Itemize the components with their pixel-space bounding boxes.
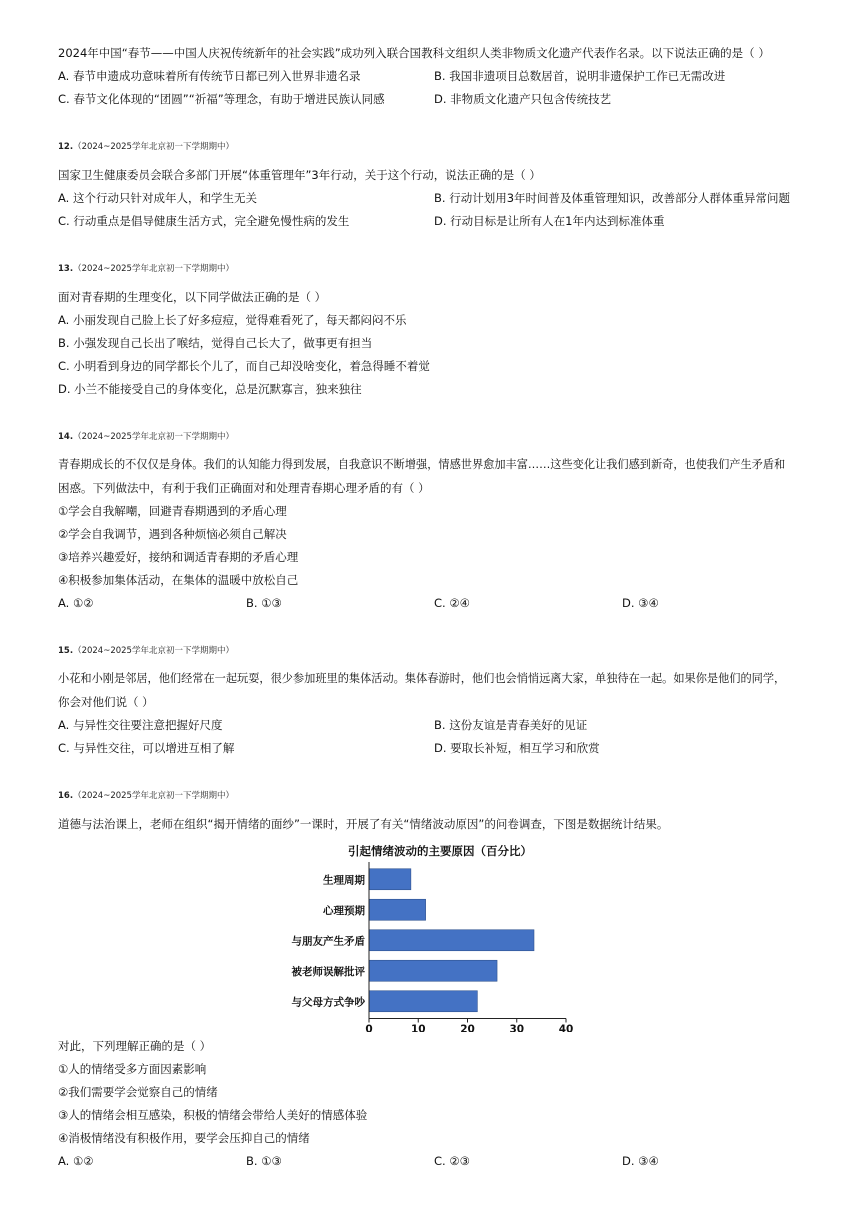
q13-option-a[interactable]: A. 小丽发现自己脸上长了好多痘痘，觉得难看死了，每天都闷闷不乐	[58, 313, 407, 327]
bar-4	[369, 960, 497, 981]
q16-header	[58, 790, 234, 802]
q11-option-d[interactable]: D. 非物质文化遗产只包含传统技艺	[434, 92, 612, 106]
q14-option-c[interactable]: C. ②④	[434, 596, 470, 610]
q16-option-a[interactable]: A. ①②	[58, 1154, 94, 1168]
category-label-1: 生理周期	[323, 874, 365, 887]
q14-option-b[interactable]: B. ①③	[246, 596, 282, 610]
q16-statement-2: ②我们需要学会觉察自己的情绪	[58, 1085, 218, 1099]
x-tick-label-30: 30	[509, 1023, 525, 1032]
x-tick-label-20: 20	[460, 1023, 475, 1032]
chart-title: 引起情绪波动的主要原因（百分比）	[348, 844, 532, 858]
q14-statement-3: ③培养兴趣爱好，接纳和调适青春期的矛盾心理	[58, 550, 299, 564]
q13-number: 13.	[58, 264, 74, 274]
q12-header	[58, 141, 234, 153]
q14-number: 14.	[58, 432, 74, 442]
q11-option-c[interactable]: C. 春节文化体现的“团圆”“祈福”等理念，有助于增进民族认同感	[58, 92, 385, 106]
x-tick-label-10: 10	[410, 1023, 426, 1032]
q13-header	[58, 263, 234, 275]
q15-option-c[interactable]: C. 与异性交往，可以增进互相了解	[58, 741, 235, 755]
q15-stem-line1: 小花和小刚是邻居，他们经常在一起玩耍，很少参加班里的集体活动。集体春游时，他们也会悄悄远离大家，单独待在一起。如果你是他们的同学，	[58, 672, 786, 685]
q16-stem: 道德与法治课上，老师在组织“揭开情绪的面纱”一课时，开展了有关“情绪波动原因”的问卷调查，下图是数据统计结果。	[58, 817, 669, 831]
q12-number: 12.	[58, 142, 74, 152]
category-label-4: 被老师误解批评	[291, 965, 365, 978]
q13-option-d[interactable]: D. 小兰不能接受自己的身体变化，总是沉默寡言，独来独往	[58, 382, 362, 396]
q16-statement-4: ④消极情绪没有积极作用，要学会压抑自己的情绪	[58, 1131, 310, 1145]
bar-1	[369, 869, 411, 890]
bar-3	[369, 930, 534, 951]
q14-source: （2024~2025学年北京初一下学期期中）	[73, 432, 234, 442]
q16-statement-1: ①人的情绪受多方面因素影响	[58, 1062, 207, 1076]
q14-statement-4: ④积极参加集体活动，在集体的温暖中放松自己	[58, 573, 299, 587]
q14-option-a[interactable]: A. ①②	[58, 596, 94, 610]
category-label-5: 与父母方式争吵	[291, 996, 365, 1009]
q16-option-d[interactable]: D. ③④	[622, 1154, 659, 1168]
q15-source: （2024~2025学年北京初一下学期期中）	[73, 646, 234, 656]
q14-header	[58, 431, 234, 443]
bar-5	[369, 991, 477, 1012]
q13-option-b[interactable]: B. 小强发现自己长出了喉结，觉得自己长大了，做事更有担当	[58, 336, 373, 350]
emotion-cause-bar-chart	[270, 842, 590, 1032]
q12-source: （2024~2025学年北京初一下学期期中）	[73, 142, 234, 152]
q11-option-a[interactable]: A. 春节申遗成功意味着所有传统节日都已列入世界非遗名录	[58, 69, 361, 83]
bar-2	[369, 899, 426, 920]
x-tick-label-40: 40	[558, 1023, 574, 1032]
q13-source: （2024~2025学年北京初一下学期期中）	[73, 264, 234, 274]
q14-stem-line2: 困惑。下列做法中，有利于我们正确面对和处理青春期心理矛盾的有（ ）	[58, 481, 430, 495]
q14-statement-2: ②学会自我调节，遇到各种烦恼必须自己解决	[58, 527, 287, 541]
q13-stem: 面对青春期的生理变化，以下同学做法正确的是（ ）	[58, 290, 327, 304]
q13-option-c[interactable]: C. 小明看到身边的同学都长个儿了，而自己却没啥变化，着急得睡不着觉	[58, 359, 430, 373]
q16-option-b[interactable]: B. ①③	[246, 1154, 282, 1168]
q15-number: 15.	[58, 646, 74, 656]
q16-option-c[interactable]: C. ②③	[434, 1154, 470, 1168]
x-tick-label-0: 0	[365, 1023, 373, 1032]
q11-option-b[interactable]: B. 我国非遗项目总数居首，说明非遗保护工作已无需改进	[434, 69, 726, 83]
q15-stem-line2: 你会对他们说（ ）	[58, 695, 154, 709]
q12-option-b[interactable]: B. 行动计划用3年时间普及体重管理知识，改善部分人群体重异常问题	[434, 191, 791, 205]
q15-option-b[interactable]: B. 这份友谊是青春美好的见证	[434, 718, 588, 732]
q12-option-a[interactable]: A. 这个行动只针对成年人，和学生无关	[58, 191, 257, 205]
q15-option-a[interactable]: A. 与异性交往要注意把握好尺度	[58, 718, 223, 732]
q12-option-c[interactable]: C. 行动重点是倡导健康生活方式，完全避免慢性病的发生	[58, 214, 350, 228]
q14-option-d[interactable]: D. ③④	[622, 596, 659, 610]
q14-stem-line1: 青春期成长的不仅仅是身体。我们的认知能力得到发展，自我意识不断增强，情感世界愈加丰富……这些变化让我们感到新奇，也使我们产生矛盾和	[58, 458, 786, 471]
q15-header	[58, 645, 234, 657]
category-label-2: 心理预期	[323, 904, 365, 917]
q15-option-d[interactable]: D. 要取长补短，相互学习和欣赏	[434, 741, 600, 755]
q16-after-chart: 对此，下列理解正确的是（ ）	[58, 1039, 212, 1053]
category-label-3: 与朋友产生矛盾	[291, 935, 365, 948]
q12-stem: 国家卫生健康委员会联合多部门开展“体重管理年”3年行动，关于这个行动，说法正确的是（ ）	[58, 168, 541, 182]
q16-statement-3: ③人的情绪会相互感染，积极的情绪会带给人美好的情感体验	[58, 1108, 368, 1122]
q12-option-d[interactable]: D. 行动目标是让所有人在1年内达到标准体重	[434, 214, 665, 228]
q14-statement-1: ①学会自我解嘲，回避青春期遇到的矛盾心理	[58, 504, 287, 518]
q16-number: 16.	[58, 791, 74, 801]
q16-source: （2024~2025学年北京初一下学期期中）	[73, 791, 234, 801]
q11-stem: 2024年中国“春节——中国人庆祝传统新年的社会实践”成功列入联合国教科文组织人类非物质文化遗产代表作名录。以下说法正确的是（ ）	[58, 46, 770, 60]
